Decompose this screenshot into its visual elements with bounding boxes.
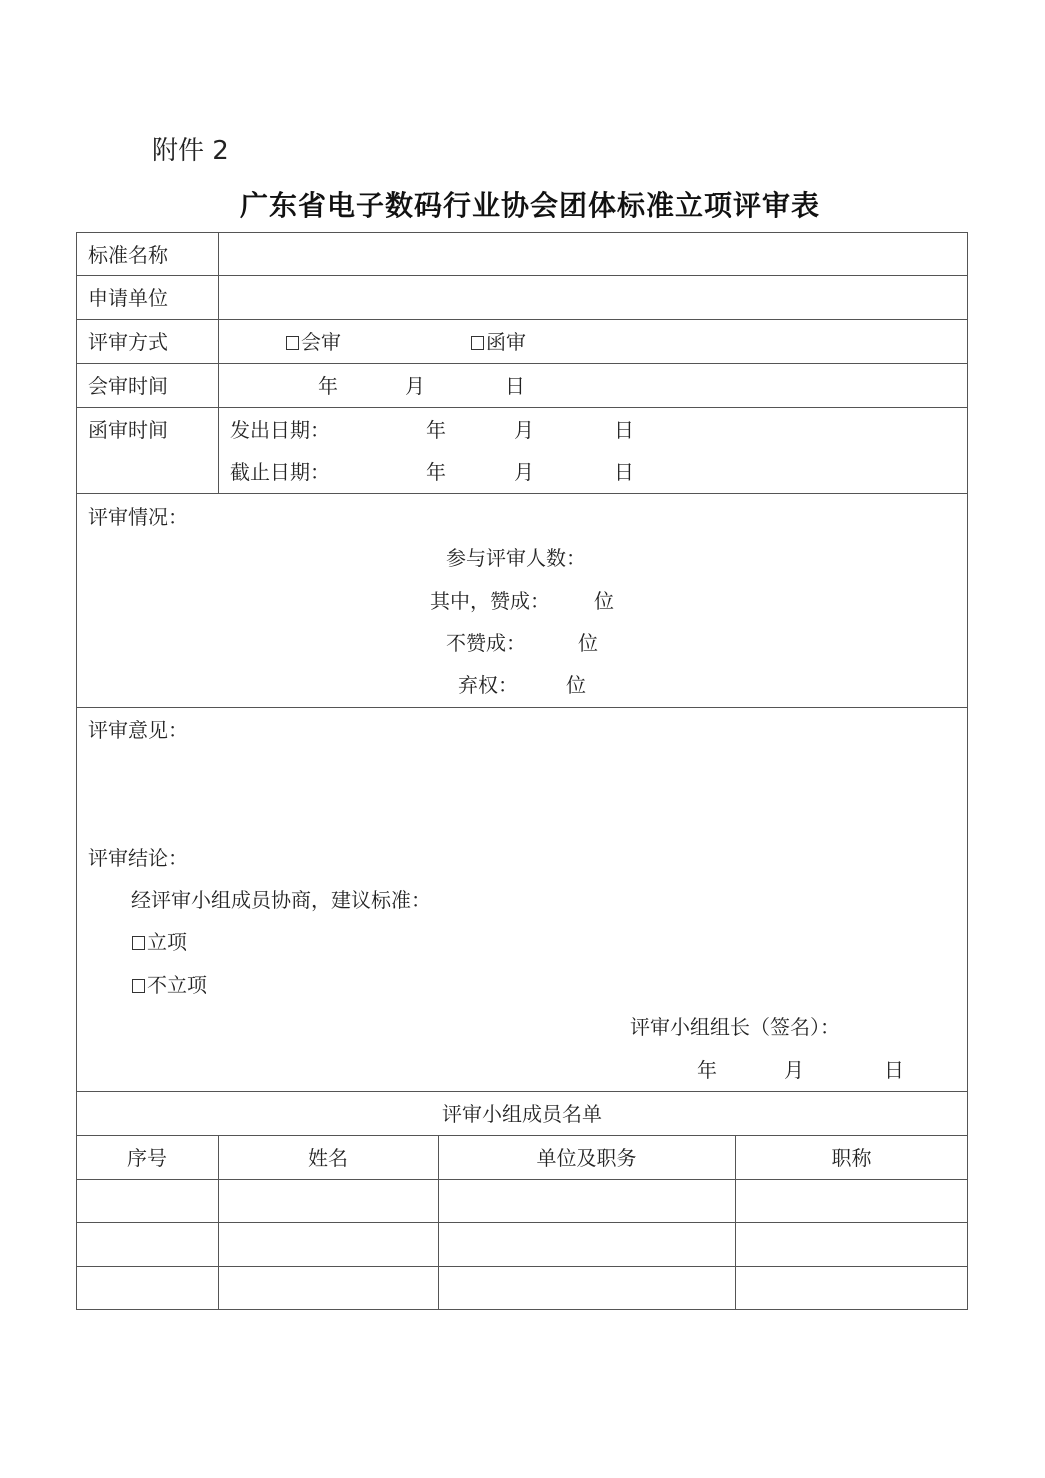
against-unit: 位 xyxy=(578,631,598,655)
column-header-name: 姓名 xyxy=(308,1146,348,1170)
abstain-unit: 位 xyxy=(566,673,586,697)
reject-option[interactable] xyxy=(132,973,207,997)
standard-name-label: 标准名称 xyxy=(88,243,168,267)
against-label: 不赞成： xyxy=(446,631,526,655)
leader-signature-label: 评审小组组长（签名）： xyxy=(630,1015,840,1039)
meeting-time-label: 会审时间 xyxy=(88,374,168,398)
column-header-unit-position: 单位及职务 xyxy=(536,1146,637,1170)
checkbox-icon[interactable] xyxy=(471,336,484,350)
column-header-title: 职称 xyxy=(831,1146,872,1170)
method-meeting-label: 会审 xyxy=(301,330,341,354)
participants-label: 参与评审人数： xyxy=(446,546,586,570)
meeting-day-label: 日 xyxy=(505,374,525,398)
deadline-year-label: 年 xyxy=(426,460,446,484)
table-row xyxy=(77,1180,967,1222)
checkbox-icon[interactable] xyxy=(132,936,145,950)
approve-option[interactable] xyxy=(132,930,187,954)
review-status-label: 评审情况： xyxy=(88,505,188,529)
column-header-index: 序号 xyxy=(127,1146,167,1170)
standard-name-field[interactable] xyxy=(220,234,966,274)
deadline-label: 截止日期： xyxy=(230,460,330,484)
reject-label: 不立项 xyxy=(147,973,207,997)
members-title: 评审小组成员名单 xyxy=(442,1102,602,1126)
issue-month-label: 月 xyxy=(514,418,534,442)
method-letter-option[interactable] xyxy=(471,330,526,354)
method-meeting-option[interactable] xyxy=(286,330,341,354)
issue-date-label: 发出日期： xyxy=(230,418,330,442)
checkbox-icon[interactable] xyxy=(132,979,145,993)
attachment-label: 附件 2 xyxy=(152,136,229,166)
conclusion-text: 经评审小组成员协商，建议标准： xyxy=(131,888,431,912)
in-favor-label: 其中，赞成： xyxy=(430,589,550,613)
sign-year-label: 年 xyxy=(697,1058,717,1082)
abstain-label: 弃权： xyxy=(458,673,518,697)
method-letter-label: 函审 xyxy=(486,330,526,354)
applicant-label: 申请单位 xyxy=(88,286,168,310)
issue-year-label: 年 xyxy=(426,418,446,442)
deadline-month-label: 月 xyxy=(514,460,534,484)
in-favor-unit: 位 xyxy=(594,589,614,613)
review-opinion-label: 评审意见： xyxy=(88,718,188,742)
method-label: 评审方式 xyxy=(88,330,168,354)
table-row xyxy=(77,1223,967,1265)
deadline-day-label: 日 xyxy=(614,460,634,484)
meeting-year-label: 年 xyxy=(318,374,338,398)
checkbox-icon[interactable] xyxy=(286,336,299,350)
letter-time-label: 函审时间 xyxy=(88,418,168,442)
approve-label: 立项 xyxy=(147,930,187,954)
applicant-field[interactable] xyxy=(220,277,966,318)
sign-month-label: 月 xyxy=(784,1058,804,1082)
conclusion-label: 评审结论： xyxy=(88,846,188,870)
meeting-month-label: 月 xyxy=(405,374,425,398)
table-row xyxy=(77,1267,967,1309)
issue-day-label: 日 xyxy=(614,418,634,442)
page-title: 广东省电子数码行业协会团体标准立项评审表 xyxy=(239,189,820,222)
sign-day-label: 日 xyxy=(884,1058,904,1082)
